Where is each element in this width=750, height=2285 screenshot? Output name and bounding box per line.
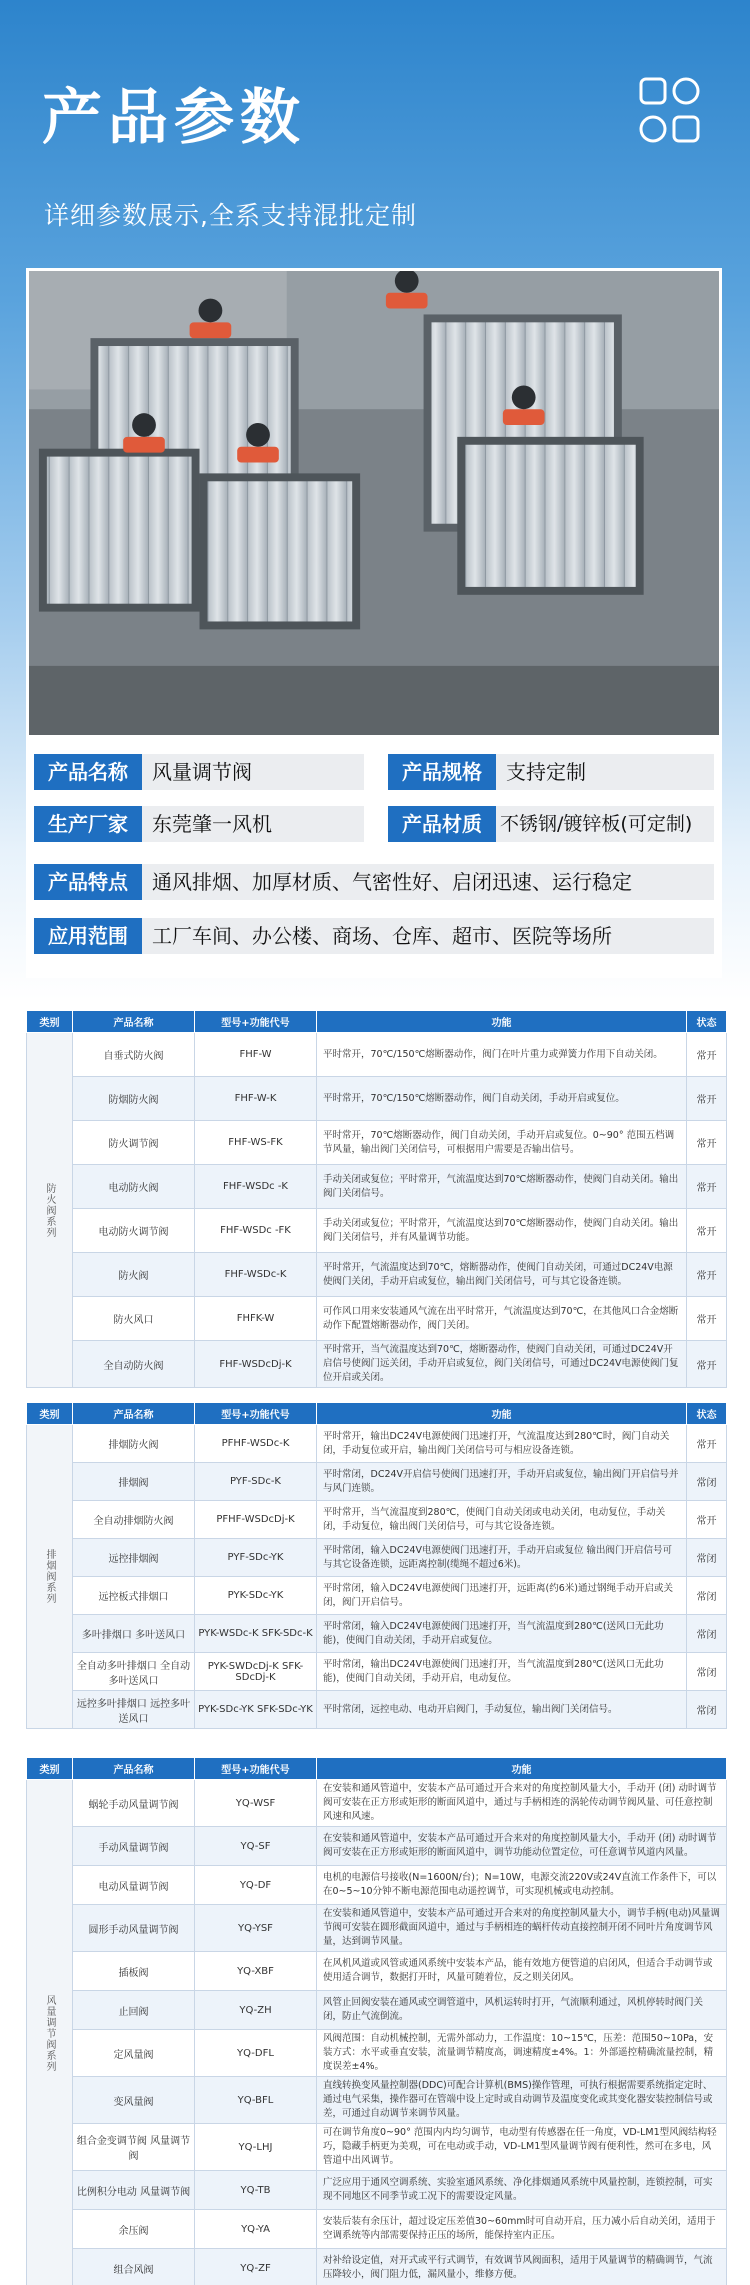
status-cell: 常开 bbox=[687, 1033, 727, 1077]
maker-label: 生产厂家 bbox=[34, 806, 142, 842]
table-row bbox=[27, 2030, 727, 2077]
hero-banner bbox=[0, 0, 750, 1000]
product-name-cell: 远控排烟阀 bbox=[73, 1539, 195, 1577]
product-name-cell: 电动风量调节阀 bbox=[73, 1866, 195, 1905]
function-cell: 安装后装有余压计，超过设定压差值30~60mm时可自动开启，压力减小后自动关闭，适用于空调系统等内部需要保持正压的场所，能保持室内正压。 bbox=[317, 2210, 727, 2249]
model-code-cell: PFHF-WSDcDj-K bbox=[195, 1501, 317, 1539]
function-cell: 在安装和通风管道中，安装本产品可通过开合来对的角度控制风量大小，手动开 (闭) 动时调节阀可安装在正方形或矩形的断面风道中，通过与手柄相连的涡轮传动调节阀风量、可任意控制风速和风速。 bbox=[317, 1780, 727, 1827]
model-code-cell: FHF-W-K bbox=[195, 1077, 317, 1121]
table-row bbox=[27, 2210, 727, 2249]
column-header: 型号+功能代号 bbox=[195, 1758, 317, 1780]
table-row bbox=[27, 1463, 727, 1501]
column-header: 产品名称 bbox=[73, 1403, 195, 1425]
model-code-cell: YQ-YSF bbox=[195, 1905, 317, 1952]
product-name-cell: 全自动多叶排烟口 全自动多叶送风口 bbox=[73, 1653, 195, 1691]
column-header: 型号+功能代号 bbox=[195, 1403, 317, 1425]
function-cell: 平时常闭，远控电动、电动开启阀门，手动复位，输出阀门关闭信号。 bbox=[317, 1691, 687, 1729]
column-header: 状态 bbox=[687, 1011, 727, 1033]
model-code-cell: YQ-ZF bbox=[195, 2249, 317, 2285]
table-row bbox=[27, 1991, 727, 2030]
table-row bbox=[27, 2077, 727, 2124]
product-name-cell: 远控多叶排烟口 远控多叶送风口 bbox=[73, 1691, 195, 1729]
function-cell: 平时常开，70℃熔断器动作，阀门自动关闭，手动开启或复位。0~90° 范围五档调节风量，输出阀门关闭信号，可根据用户需要是否输出信号。 bbox=[317, 1121, 687, 1165]
spec-value: 支持定制 bbox=[496, 754, 714, 790]
category-label: 风量调节阀系列 bbox=[44, 1995, 55, 2072]
table-row bbox=[27, 2249, 727, 2285]
product-name-cell: 防火风口 bbox=[73, 1297, 195, 1341]
air-volume-damper-spec-table bbox=[26, 1757, 727, 2285]
material-label: 产品材质 bbox=[388, 806, 496, 842]
table-row bbox=[27, 1165, 727, 1209]
product-name-cell: 远控板式排烟口 bbox=[73, 1577, 195, 1615]
category-cell bbox=[27, 1033, 73, 1388]
info-row-product-name bbox=[34, 754, 364, 790]
column-header: 类别 bbox=[27, 1403, 73, 1425]
product-name-cell: 电动防火阀 bbox=[73, 1165, 195, 1209]
status-cell: 常闭 bbox=[687, 1653, 727, 1691]
function-cell: 手动关闭或复位；平时常开，气流温度达到70℃熔断器动作，使阀门自动关闭。输出阀门关闭信号，并有风量调节功能。 bbox=[317, 1209, 687, 1253]
table-row bbox=[27, 1297, 727, 1341]
fire-damper-spec-table bbox=[26, 1010, 727, 1388]
function-cell: 在安装和通风管道中，安装本产品可通过开合来对的角度控制风量大小，调节手柄(电动)风量调节阀可安装在圆形截面风道中，通过与手柄相连的蜗杆传动直接控制开闭不同叶片角度调节风量，达到调节风量。 bbox=[317, 1905, 727, 1952]
status-cell: 常开 bbox=[687, 1165, 727, 1209]
function-cell: 可在调节角度0~90° 范围内内均匀调节，电动型有传感器在任一角度，VD-LM1型风阀结构轻巧，隐藏手柄更为美观，可在电动或手动，VD-LM1型风量调节阀有便利性，然可在多电，风管道中出风调节。 bbox=[317, 2124, 727, 2171]
product-photo bbox=[26, 268, 722, 738]
table-row bbox=[27, 1866, 727, 1905]
status-cell: 常开 bbox=[687, 1501, 727, 1539]
product-info-panel bbox=[26, 738, 722, 978]
column-header: 型号+功能代号 bbox=[195, 1011, 317, 1033]
status-cell: 常闭 bbox=[687, 1691, 727, 1729]
product-name-cell: 组合金变调节阀 风量调节阀 bbox=[73, 2124, 195, 2171]
function-cell: 风管止回阀安装在通风或空调管道中，风机运转时打开，气流顺利通过，风机停转时阀门关闭，防止气流倒流。 bbox=[317, 1991, 727, 2030]
model-code-cell: FHFK-W bbox=[195, 1297, 317, 1341]
table-row bbox=[27, 1209, 727, 1253]
function-cell: 平时常开，输出DC24V电源使阀门迅速打开，气流温度达到280℃时，阀门自动关闭，手动复位或开启，输出阀门关闭信号可与相应设备连锁。 bbox=[317, 1425, 687, 1463]
product-name-cell: 余压阀 bbox=[73, 2210, 195, 2249]
function-cell: 在风机风道或风管或通风系统中安装本产品，能有效地方便管道的启闭风，但适合手动调节或使用适合调节，数据打开时，风量可随着位，反之则关闭风。 bbox=[317, 1952, 727, 1991]
model-code-cell: YQ-ZH bbox=[195, 1991, 317, 2030]
model-code-cell: YQ-SF bbox=[195, 1827, 317, 1866]
model-code-cell: PYK-SDc-YK SFK-SDc-YK bbox=[195, 1691, 317, 1729]
status-cell: 常闭 bbox=[687, 1615, 727, 1653]
model-code-cell: FHF-WSDc -FK bbox=[195, 1209, 317, 1253]
column-header: 功能 bbox=[317, 1403, 687, 1425]
table-row bbox=[27, 1905, 727, 1952]
features-value: 通风排烟、加厚材质、气密性好、启闭迅速、运行稳定 bbox=[142, 864, 714, 900]
status-cell: 常开 bbox=[687, 1297, 727, 1341]
function-cell: 平时常开，70℃/150℃熔断器动作，阀门自动关闭，手动开启或复位。 bbox=[317, 1077, 687, 1121]
table-row bbox=[27, 1341, 727, 1388]
model-code-cell: YQ-WSF bbox=[195, 1780, 317, 1827]
product-name-cell: 防烟防火阀 bbox=[73, 1077, 195, 1121]
model-code-cell: YQ-LHJ bbox=[195, 2124, 317, 2171]
model-code-cell: YQ-YA bbox=[195, 2210, 317, 2249]
model-code-cell: YQ-DF bbox=[195, 1866, 317, 1905]
column-header: 功能 bbox=[317, 1758, 727, 1780]
spec-label: 产品规格 bbox=[388, 754, 496, 790]
product-name-cell: 全自动防火阀 bbox=[73, 1341, 195, 1388]
function-cell: 平时常闭，输出DC24V电源使阀门迅速打开，当气流温度到280℃(送风口无此功能)，使阀门自动关闭，手动开启，电动复位。 bbox=[317, 1653, 687, 1691]
grid-shapes-icon bbox=[638, 76, 702, 144]
function-cell: 平时常开，当气流温度达到70℃，熔断器动作，使阀门自动关闭，可通过DC24V开启信号使阀门远关闭，手动开启或复位，阀门关闭信号，可通过DC24V电源使阀门复位开启或关闭。 bbox=[317, 1341, 687, 1388]
function-cell: 平时常闭，输入DC24V电源使阀门迅速打开，远距离(约6米)通过钢绳手动开启或关闭，阀门开启信号。 bbox=[317, 1577, 687, 1615]
model-code-cell: FHF-WSDcDj-K bbox=[195, 1341, 317, 1388]
smoke-exhaust-spec-table bbox=[26, 1402, 727, 1729]
table-header-row bbox=[27, 1758, 727, 1780]
product-name-cell: 防火阀 bbox=[73, 1253, 195, 1297]
function-cell: 风阀范围：自动机械控制，无需外部动力，工作温度：10~15℃，压差：范围50~10Pa，安装方式：水平或垂直安装，流量调节精度高，调速精度±4%。1：外部遥控精确流量控制，精度误差±4%。 bbox=[317, 2030, 727, 2077]
product-name-cell: 插板阀 bbox=[73, 1952, 195, 1991]
column-header: 产品名称 bbox=[73, 1011, 195, 1033]
info-row-spec bbox=[388, 754, 714, 790]
product-name-cell: 止回阀 bbox=[73, 1991, 195, 2030]
function-cell: 平时常开，70℃/150℃熔断器动作，阀门在叶片重力或弹簧力作用下自动关闭。 bbox=[317, 1033, 687, 1077]
function-cell: 在安装和通风管道中，安装本产品可通过开合来对的角度控制风量大小，手动开 (闭) 动时调节阀可安装在正方形或矩形的断面风道中，调节功能动位置定位，可任意调节风道内风量。 bbox=[317, 1827, 727, 1866]
table-row bbox=[27, 1425, 727, 1463]
table-row bbox=[27, 1077, 727, 1121]
status-cell: 常开 bbox=[687, 1209, 727, 1253]
status-cell: 常开 bbox=[687, 1121, 727, 1165]
product-name-cell: 排烟防火阀 bbox=[73, 1425, 195, 1463]
table-header-row bbox=[27, 1403, 727, 1425]
model-code-cell: YQ-BFL bbox=[195, 2077, 317, 2124]
function-cell: 平时常闭，输入DC24V电源使阀门迅速打开，手动开启或复位 输出阀门开启信号可与其它设备连锁，远距离控制(缆绳不超过6米)。 bbox=[317, 1539, 687, 1577]
product-name-cell: 变风量阀 bbox=[73, 2077, 195, 2124]
maker-value: 东莞肇一风机 bbox=[142, 806, 364, 842]
table-row bbox=[27, 1501, 727, 1539]
table-row bbox=[27, 1827, 727, 1866]
product-name-cell: 自垂式防火阀 bbox=[73, 1033, 195, 1077]
table-row bbox=[27, 1653, 727, 1691]
model-code-cell: FHF-WSDc-K bbox=[195, 1253, 317, 1297]
status-cell: 常闭 bbox=[687, 1577, 727, 1615]
table-row bbox=[27, 2171, 727, 2210]
product-name-cell: 比例积分电动 风量调节阀 bbox=[73, 2171, 195, 2210]
info-row-scope bbox=[34, 918, 714, 954]
model-code-cell: PYK-SDc-YK bbox=[195, 1577, 317, 1615]
status-cell: 常开 bbox=[687, 1341, 727, 1388]
product-name-cell: 蜗轮手动风量调节阀 bbox=[73, 1780, 195, 1827]
product-name-cell: 圆形手动风量调节阀 bbox=[73, 1905, 195, 1952]
model-code-cell: PYK-SWDcDj-K SFK-SDcDj-K bbox=[195, 1653, 317, 1691]
function-cell: 对补给设定值，对开式或平行式调节，有效调节风阀面积，适用于风量调节的精确调节，气流压降较小，阀门阻力低，漏风量小，维修方便。 bbox=[317, 2249, 727, 2285]
function-cell: 平时常开，气流温度达到70℃，熔断器动作，使阀门自动关闭，可通过DC24V电源使阀门关闭，手动开启或复位，输出阀门关闭信号，可与其它设备连锁。 bbox=[317, 1253, 687, 1297]
info-row-material bbox=[388, 806, 714, 842]
status-cell: 常闭 bbox=[687, 1539, 727, 1577]
category-cell bbox=[27, 1425, 73, 1729]
status-cell: 常开 bbox=[687, 1077, 727, 1121]
product-name-cell: 排烟阀 bbox=[73, 1463, 195, 1501]
model-code-cell: FHF-W bbox=[195, 1033, 317, 1077]
category-label: 防火阀系列 bbox=[44, 1182, 55, 1238]
table-row bbox=[27, 1577, 727, 1615]
function-cell: 直线转换变风量控制器(DDC)可配合计算机(BMS)操作管理，可执行根据需要系统指定定时、通过电气采集，操作器可在管端中设上定时或自动调节及温度变化或其变化器安装控制信号或差，可通过自动调节来调节风量。 bbox=[317, 2077, 727, 2124]
model-code-cell: PFHF-WSDc-K bbox=[195, 1425, 317, 1463]
page-subtitle: 详细参数展示,全系支持混批定制 bbox=[44, 201, 417, 230]
model-code-cell: YQ-DFL bbox=[195, 2030, 317, 2077]
category-cell bbox=[27, 1780, 73, 2285]
product-name-value: 风量调节阀 bbox=[142, 754, 364, 790]
info-row-maker bbox=[34, 806, 364, 842]
column-header: 功能 bbox=[317, 1011, 687, 1033]
function-cell: 手动关闭或复位；平时常开，气流温度达到70℃熔断器动作，使阀门自动关闭。输出阀门关闭信号。 bbox=[317, 1165, 687, 1209]
table-row bbox=[27, 2124, 727, 2171]
model-code-cell: YQ-TB bbox=[195, 2171, 317, 2210]
product-name-cell: 电动防火调节阀 bbox=[73, 1209, 195, 1253]
function-cell: 广泛应用于通风空调系统、实验室通风系统、净化排烟通风系统中风量控制，连锁控制，可实现不同地区不同季节或工况下的需要设定风量。 bbox=[317, 2171, 727, 2210]
product-name-cell: 手动风量调节阀 bbox=[73, 1827, 195, 1866]
table-row bbox=[27, 1952, 727, 1991]
model-code-cell: FHF-WS-FK bbox=[195, 1121, 317, 1165]
product-name-cell: 定风量阀 bbox=[73, 2030, 195, 2077]
model-code-cell: YQ-XBF bbox=[195, 1952, 317, 1991]
model-code-cell: PYF-SDc-YK bbox=[195, 1539, 317, 1577]
function-cell: 电机的电源信号接收(N=1600N/台)；N=10W，电源交流220V或24V直流工作条件下，可以在0~5~10分钟不断电源范围电动遥控调节，可实现机械或电动控制。 bbox=[317, 1866, 727, 1905]
scope-value: 工厂车间、办公楼、商场、仓库、超市、医院等场所 bbox=[142, 918, 714, 954]
material-value: 不锈钢/镀锌板(可定制) bbox=[496, 806, 714, 842]
product-name-label: 产品名称 bbox=[34, 754, 142, 790]
product-name-cell: 防火调节阀 bbox=[73, 1121, 195, 1165]
column-header: 类别 bbox=[27, 1011, 73, 1033]
features-label: 产品特点 bbox=[34, 864, 142, 900]
table-header-row bbox=[27, 1011, 727, 1033]
status-cell: 常开 bbox=[687, 1425, 727, 1463]
status-cell: 常闭 bbox=[687, 1463, 727, 1501]
column-header: 产品名称 bbox=[73, 1758, 195, 1780]
info-row-features bbox=[34, 864, 714, 900]
table-row bbox=[27, 1253, 727, 1297]
model-code-cell: FHF-WSDc -K bbox=[195, 1165, 317, 1209]
table-row bbox=[27, 1121, 727, 1165]
table-row bbox=[27, 1539, 727, 1577]
model-code-cell: PYK-WSDc-K SFK-SDc-K bbox=[195, 1615, 317, 1653]
function-cell: 平时常闭，DC24V开启信号使阀门迅速打开，手动开启或复位，输出阀门开启信号并与风门连锁。 bbox=[317, 1463, 687, 1501]
page-title: 产品参数 bbox=[42, 83, 306, 153]
model-code-cell: PYF-SDc-K bbox=[195, 1463, 317, 1501]
table-row bbox=[27, 1615, 727, 1653]
table-row bbox=[27, 1780, 727, 1827]
category-label: 排烟阀系列 bbox=[44, 1549, 55, 1604]
table-row bbox=[27, 1691, 727, 1729]
product-name-cell: 组合风阀 bbox=[73, 2249, 195, 2285]
function-cell: 平时常闭，输入DC24V电源使阀门迅速打开，当气流温度到280℃(送风口无此功能)，使阀门自动关闭，手动开启或复位。 bbox=[317, 1615, 687, 1653]
status-cell: 常开 bbox=[687, 1253, 727, 1297]
scope-label: 应用范围 bbox=[34, 918, 142, 954]
column-header: 类别 bbox=[27, 1758, 73, 1780]
function-cell: 平时常开，当气流温度到280℃，使阀门自动关闭或电动关闭，电动复位，手动关闭，手动复位，输出阀门关闭信号，可与其它设备连锁。 bbox=[317, 1501, 687, 1539]
product-name-cell: 多叶排烟口 多叶送风口 bbox=[73, 1615, 195, 1653]
function-cell: 可作风口用来安装通风气流在出平时常开，气流温度达到70℃，在其他风口合金熔断动作下配置熔断器动作，阀门关闭。 bbox=[317, 1297, 687, 1341]
column-header: 状态 bbox=[687, 1403, 727, 1425]
product-name-cell: 全自动排烟防火阀 bbox=[73, 1501, 195, 1539]
table-row bbox=[27, 1033, 727, 1077]
